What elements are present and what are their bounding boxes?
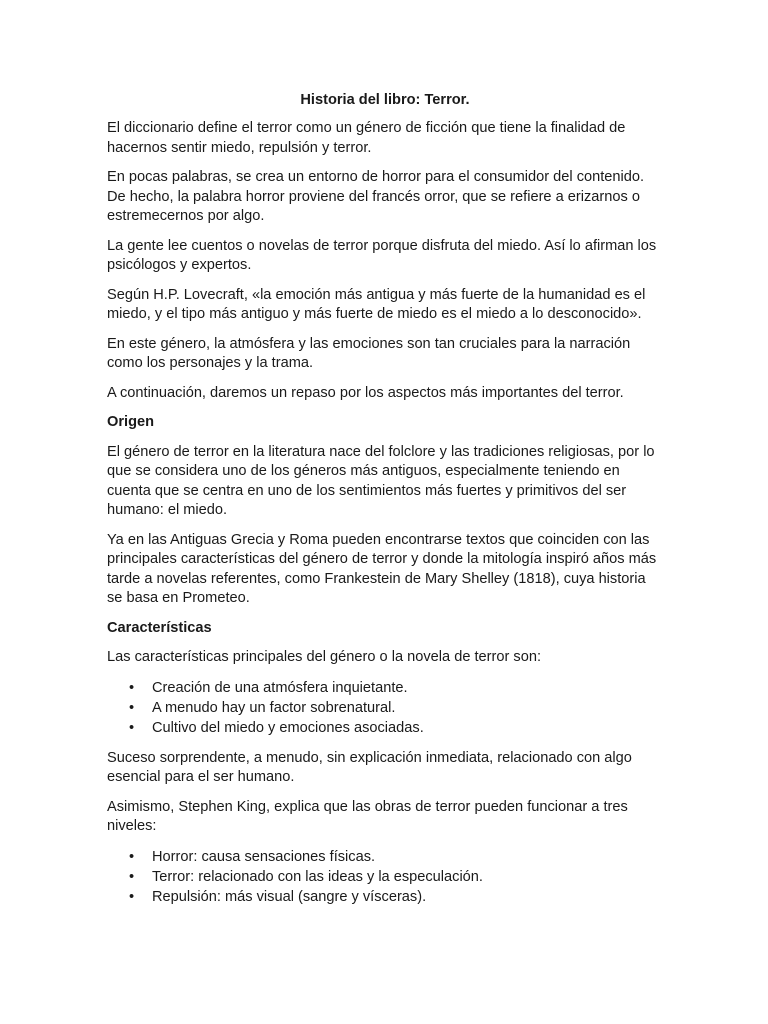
bullet-icon: • — [129, 868, 135, 885]
list-item — [107, 887, 663, 907]
list-item — [107, 698, 663, 718]
list-item-text: Horror: causa sensaciones físicas. — [152, 848, 376, 865]
origin-paragraph: Ya en las Antiguas Grecia y Roma pueden encontrarse textos que coinciden con las principales características del género de terror y donde la mitología inspiró años más tarde a novelas referentes, como Frankestein de Mary Shelley (1818), cuya historia se basa en Prometeo. — [107, 531, 657, 606]
list-item-text: A menudo hay un factor sobrenatural. — [152, 699, 396, 716]
origin-paragraph: El género de terror en la literatura nace del folclore y las tradiciones religiosas, por lo que se considera uno de los géneros más antiguos, especialmente teniendo en cuenta que se centra en uno de los sentimientos más fuertes y primitivos del ser humano: el miedo. — [107, 443, 655, 518]
bullet-icon: • — [129, 888, 135, 905]
stephen-king-paragraph: Asimismo, Stephen King, explica que las obras de terror pueden funcionar a tres niveles: — [107, 798, 628, 834]
intro-paragraph: A continuación, daremos un repaso por los aspectos más importantes del terror. — [107, 384, 624, 401]
characteristics-lead: Las características principales del género o la novela de terror son: — [107, 649, 541, 665]
section-heading-characteristics: Características — [107, 619, 212, 636]
intro-paragraph: En este género, la atmósfera y las emociones son tan cruciales para la narración como los personajes y la trama. — [107, 335, 631, 371]
bullet-icon: • — [129, 848, 135, 865]
list-item — [107, 847, 663, 867]
document-title: Historia del libro: Terror. — [300, 92, 470, 108]
bullet-icon: • — [129, 699, 135, 716]
list-item-text: Terror: relacionado con las ideas y la especulación. — [152, 868, 483, 885]
list-item — [107, 678, 663, 698]
intro-paragraph: En pocas palabras, se crea un entorno de horror para el consumidor del contenido. De hecho, la palabra horror proviene del francés orror, que se refiere a erizarnos o estremecernos por algo. — [107, 169, 645, 224]
list-item — [107, 867, 663, 887]
bullet-icon: • — [129, 719, 135, 736]
levels-list — [107, 847, 663, 907]
list-item-text: Repulsión: más visual (sangre y vísceras). — [152, 888, 427, 905]
list-item-text: Cultivo del miedo y emociones asociadas. — [152, 719, 424, 736]
list-item-text: Creación de una atmósfera inquietante. — [152, 679, 408, 696]
lovecraft-quote-paragraph: Según H.P. Lovecraft, «la emoción más antigua y más fuerte de la humanidad es el miedo, y el tipo más antiguo y más fuerte de miedo es el miedo a lo desconocido». — [107, 286, 646, 322]
list-item — [107, 718, 663, 738]
intro-paragraph: El diccionario define el terror como un género de ficción que tiene la finalidad de hacernos sentir miedo, repulsión y terror. — [107, 120, 626, 156]
document-page — [107, 91, 663, 918]
characteristics-paragraph: Suceso sorprendente, a menudo, sin explicación inmediata, relacionado con algo esencial para el ser humano. — [107, 749, 632, 785]
bullet-icon: • — [129, 679, 135, 696]
characteristics-list — [107, 678, 663, 738]
section-heading-origin: Origen — [107, 414, 155, 430]
intro-paragraph: La gente lee cuentos o novelas de terror porque disfruta del miedo. Así lo afirman los psicólogos y expertos. — [107, 237, 657, 273]
